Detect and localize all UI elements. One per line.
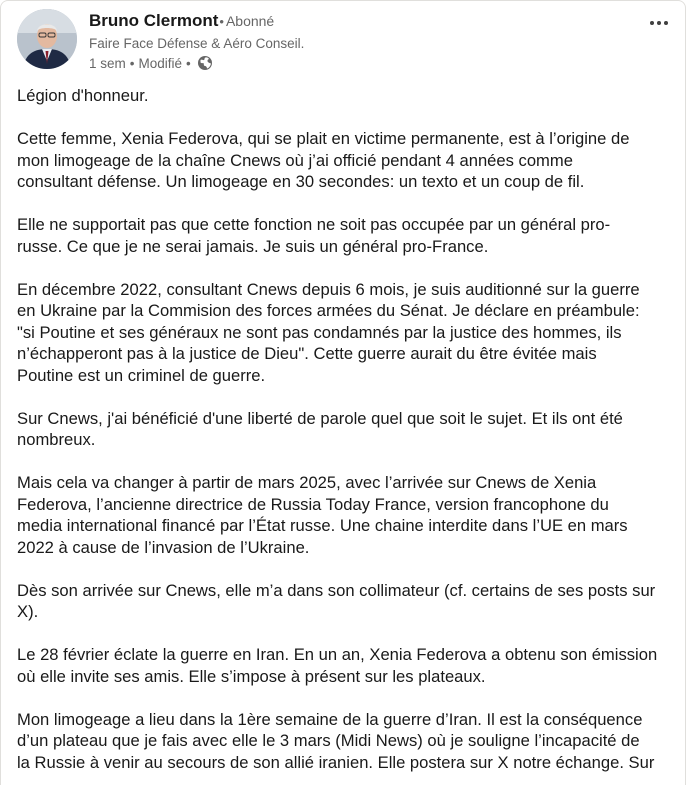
more-options-button[interactable] bbox=[643, 11, 675, 35]
post-paragraph bbox=[17, 128, 677, 193]
post-text-line: Poutine est un criminel de guerre. bbox=[17, 365, 266, 385]
post-paragraph bbox=[17, 279, 677, 387]
post-text-line: Mais cela va changer à partir de mars 2025, avec l’arrivée sur Cnews de Xenia bbox=[17, 473, 597, 492]
post-paragraph bbox=[17, 214, 677, 257]
post-text-line: n’échapperont pas à la justice de Dieu". Cette guerre aurait du être évitée mais bbox=[17, 344, 597, 363]
post-text-line: où elle invite ses amis. Elle s’impose à présent sur les plateaux. bbox=[17, 666, 486, 686]
post-text-line: En décembre 2022, consultant Cnews depuis 6 mois, je suis auditionné sur la guerre bbox=[17, 279, 640, 299]
post-text-line: Elle ne supportait pas que cette fonction ne soit pas occupée par un général pro- bbox=[17, 215, 611, 234]
separator-dot: • bbox=[219, 14, 224, 29]
post-text-line: russe. Ce que je ne serai jamais. Je suis un général pro-France. bbox=[17, 236, 489, 256]
post-time[interactable]: 1 sem bbox=[89, 55, 126, 71]
post-text-line: 2022 à cause de l’invasion de l’Ukraine. bbox=[17, 537, 310, 557]
post-text-line: Federova, l’ancienne directrice de Russia Today France, version francophone du bbox=[17, 494, 609, 514]
post-text-line: Sur Cnews, j'ai bénéficié d'une liberté de parole quel que soit le sujet. Et ils ont été bbox=[17, 408, 623, 428]
post-text-line: media international financé par l’État russe. Une chaine interdite dans l’UE en mars bbox=[17, 516, 628, 535]
post-paragraph bbox=[17, 408, 677, 451]
post-paragraph bbox=[17, 472, 677, 558]
post-paragraph bbox=[17, 85, 677, 107]
post-text-line: Dès son arrivée sur Cnews, elle m’a dans son collimateur (cf. certains de ses posts sur bbox=[17, 580, 656, 600]
author-block bbox=[89, 11, 304, 71]
follow-status: Abonné bbox=[225, 13, 275, 29]
author-line bbox=[89, 11, 304, 31]
globe-icon bbox=[197, 55, 213, 71]
separator-dot: • bbox=[129, 55, 135, 71]
ellipsis-dot bbox=[657, 21, 661, 25]
post-meta bbox=[89, 55, 304, 71]
post-text-line: Légion d'honneur. bbox=[17, 86, 149, 105]
post-paragraph bbox=[17, 709, 677, 774]
post-paragraph bbox=[17, 580, 677, 623]
post-header bbox=[1, 1, 685, 79]
post-text-line: X). bbox=[17, 602, 39, 621]
post-text-line: d’un plateau que je fais avec elle le 3 mars (Midi News) où je souligne l’incapacité de bbox=[17, 731, 640, 750]
post-text-line: mon limogeage de la chaîne Cnews où j’ai officié pendant 4 années comme bbox=[17, 150, 573, 170]
ellipsis-dot bbox=[664, 21, 668, 25]
author-headline: Faire Face Défense & Aéro Conseil. bbox=[89, 36, 305, 51]
post-paragraph bbox=[17, 644, 677, 687]
post-text-line: la Russie à venir au secours de son allié iranien. Elle postera sur X notre échange. Sur bbox=[17, 752, 655, 772]
post-text-line: Mon limogeage a lieu dans la 1ère semaine de la guerre d’Iran. Il est la conséquence bbox=[17, 709, 643, 729]
avatar[interactable] bbox=[17, 9, 77, 69]
post-text-line: Cette femme, Xenia Federova, qui se plait en victime permanente, est à l’origine de bbox=[17, 129, 630, 148]
avatar-photo bbox=[17, 9, 77, 69]
post-body bbox=[17, 85, 677, 785]
edited-label: Modifié bbox=[138, 55, 183, 71]
post-text-line: consultant défense. Un limogeage en 30 secondes: un texto et un coup de fil. bbox=[17, 172, 585, 191]
post-text-line: nombreux. bbox=[17, 430, 96, 449]
author-name[interactable]: Bruno Clermont bbox=[89, 11, 219, 30]
separator-dot: • bbox=[186, 55, 191, 71]
post-text-line: Le 28 février éclate la guerre en Iran. En un an, Xenia Federova a obtenu son émission bbox=[17, 645, 658, 664]
post-text-line: "si Poutine et ses généraux ne sont pas condamnés par la justice des hommes, ils bbox=[17, 322, 622, 342]
post-text-line: en Ukraine par la Commision des forces armées du Sénat. Je déclare en préambule: bbox=[17, 301, 640, 320]
ellipsis-icon bbox=[650, 21, 654, 25]
